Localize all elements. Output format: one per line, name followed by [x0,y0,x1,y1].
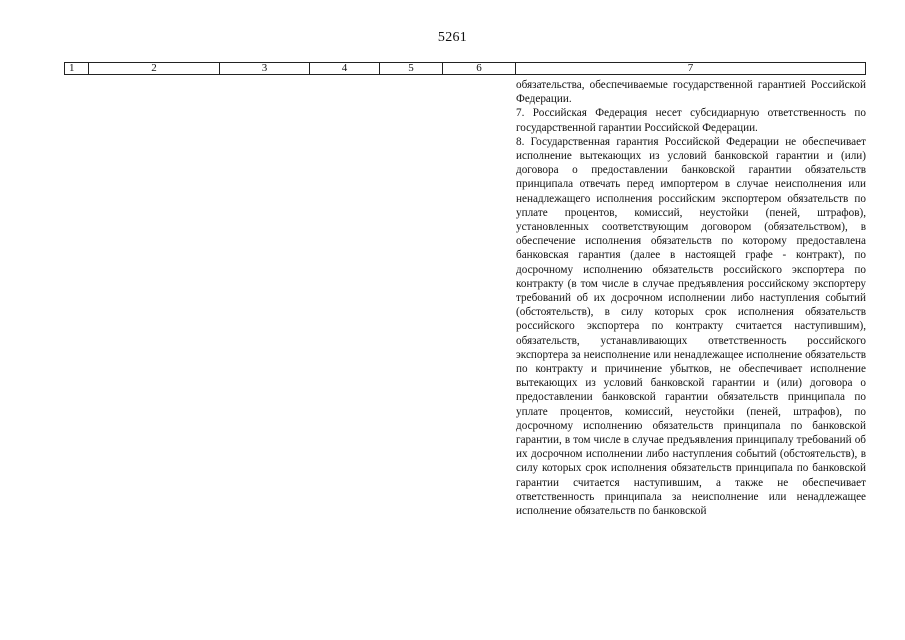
table-header-row [64,62,866,75]
page-number: 5261 [437,30,468,45]
header-col-1: 1 [65,63,89,74]
header-col-6: 6 [443,63,516,74]
paragraph-8: 8. Государственная гарантия Российской Федерации не обеспечивает исполнение вытекающих из условий банковской гарантии и (или) договора о предоставлении банковской гарантии обязательств принципала отвечать перед импортером в случае неисполнения или ненадлежащего исполнения российским экспортером обязательств по уплате процентов, комиссий, неустойки (пеней, штрафов), установленных соответствующим договором (обязательством), в обеспечение исполнения обязательств по которому предоставлена банковская гарантия (далее в настоящей графе - контракт), по досрочному исполнению обязательств российского экспортера по контракту (в том числе в случае предъявления российскому экспортеру требований об их досрочном исполнении либо наступления событий (обстоятельств), в силу которых срок исполнения обязательств российского экспортера по контракту считается наступившим), обязательств, устанавливающих ответственность российского экспортера за неисполнение или ненадлежащее исполнение обязательств по контракту и причинение убытков, не обеспечивает исполнение вытекающих из условий банковской гарантии и (или) договора о предоставлении банковской гарантии обязательств принципала по уплате процентов, комиссий, неустойки (пеней, штрафов), по досрочному исполнению обязательств принципала по банковской гарантии, в том числе в случае предъявления принципалу требований об их досрочном исполнении либо наступления событий (обстоятельств), в силу которых срок исполнения обязательств принципала по банковской гарантии считается наступившим, а также не обеспечивает ответственность принципала за неисполнение или ненадлежащее исполнение обязательств по банковской [516,135,866,518]
header-col-3: 3 [220,63,310,74]
paragraph-7: 7. Российская Федерация несет субсидиарную ответственность по государственной гарантии Российской Федерации. [516,107,866,134]
header-col-7: 7 [687,62,694,74]
column-7-text [516,78,866,518]
header-col-5: 5 [380,63,443,74]
paragraph-continuation: обязательства, обеспечиваемые государственной гарантией Российской Федерации. [516,79,866,106]
header-col-4: 4 [310,63,380,74]
header-col-2: 2 [89,63,220,74]
